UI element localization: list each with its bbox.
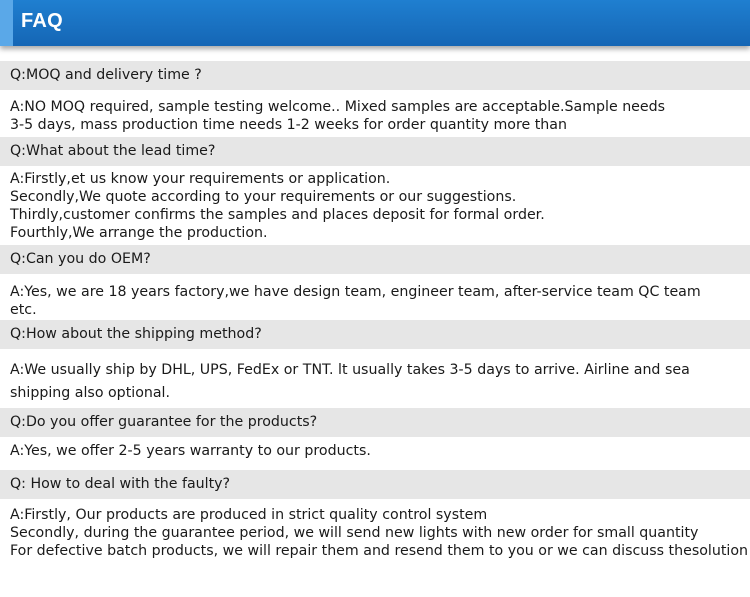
faq-answer-line: Fourthly,We arrange the production. (10, 225, 268, 241)
faq-answer-line: A:Firstly,et us know your requirements or application. (10, 171, 391, 187)
faq-question: Q:What about the lead time? (0, 137, 750, 166)
faq-answer-line: shipping also optional. (10, 385, 171, 401)
faq-question: Q:Can you do OEM? (0, 245, 750, 274)
faq-answer (10, 170, 750, 242)
faq-answer-line: Thirdly,customer confirms the samples and places deposit for formal order. (10, 207, 545, 223)
faq-answer-line: Secondly,We quote according to your requirements or our suggestions. (10, 189, 517, 205)
faq-answer (10, 359, 750, 405)
faq-question: Q:How about the shipping method? (0, 320, 750, 349)
faq-answer-line: etc. (10, 302, 37, 318)
faq-question: Q:MOQ and delivery time ? (0, 61, 750, 90)
faq-answer-line: Secondly, during the guarantee period, we will send new lights with new order for small quantity (10, 525, 699, 541)
faq-answer-line: A:We usually ship by DHL, UPS, FedEx or TNT. lt usually takes 3-5 days to arrive. Airline and sea (10, 362, 690, 378)
faq-answer (10, 283, 750, 319)
faq-answer-line: A:Yes, we are 18 years factory,we have design team, engineer team, after-service team QC team (10, 284, 701, 300)
page-title: FAQ (21, 10, 64, 32)
faq-answer-line: 3-5 days, mass production time needs 1-2 weeks for order quantity more than (10, 117, 567, 133)
faq-question: Q: How to deal with the faulty? (0, 470, 750, 499)
faq-header (0, 0, 750, 46)
faq-answer-line: For defective batch products, we will repair them and resend them to you or we can discuss thesolution (10, 543, 749, 559)
faq-answer-line: A:NO MOQ required, sample testing welcome.. Mixed samples are acceptable.Sample needs (10, 99, 666, 115)
header-accent-bar (0, 0, 13, 46)
faq-answer-line: A:Yes, we offer 2-5 years warranty to our products. (10, 443, 371, 459)
faq-answer (10, 98, 750, 134)
faq-question: Q:Do you offer guarantee for the products? (0, 408, 750, 437)
faq-answer (10, 442, 750, 460)
faq-answer (10, 506, 750, 560)
faq-answer-line: A:Firstly, Our products are produced in strict quality control system (10, 507, 488, 523)
